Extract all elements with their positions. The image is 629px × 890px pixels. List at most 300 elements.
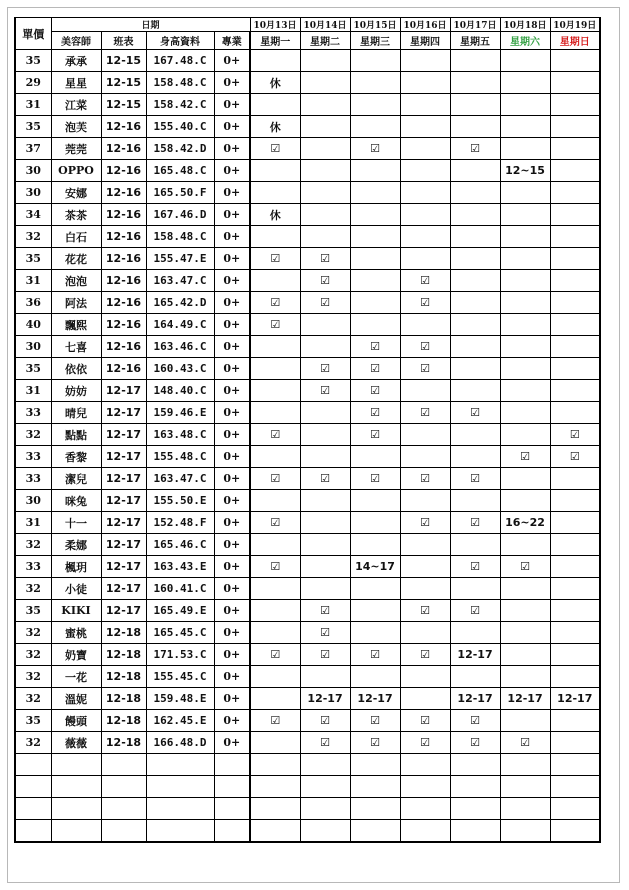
day-status-cell: ☑ <box>300 600 350 622</box>
day-status-cell <box>500 710 550 732</box>
day-date-header: 10月17日 <box>450 18 500 32</box>
table-row <box>15 534 600 556</box>
day-status-cell <box>500 182 550 204</box>
height-data-cell: 162.45.E <box>146 710 214 732</box>
expertise-cell: 0+ <box>214 710 250 732</box>
price-header: 單價 <box>15 18 51 50</box>
day-status-cell <box>550 50 600 72</box>
day-status-cell <box>450 160 500 182</box>
day-status-cell <box>250 160 300 182</box>
table-row <box>15 578 600 600</box>
day-status-cell: ☑ <box>250 314 300 336</box>
day-status-cell: ☑ <box>400 600 450 622</box>
day-status-cell <box>250 336 300 358</box>
price-cell: 30 <box>15 182 51 204</box>
day-status-cell <box>400 248 450 270</box>
day-status-cell <box>250 402 300 424</box>
day-status-cell <box>300 666 350 688</box>
shift-cell: 12-17 <box>101 600 146 622</box>
price-cell: 32 <box>15 688 51 710</box>
shift-cell: 12-15 <box>101 72 146 94</box>
day-status-cell <box>300 94 350 116</box>
empty-cell <box>214 820 250 843</box>
day-status-cell <box>300 182 350 204</box>
shift-cell: 12-16 <box>101 358 146 380</box>
height-data-cell: 165.42.D <box>146 292 214 314</box>
day-status-cell <box>550 358 600 380</box>
expertise-cell: 0+ <box>214 556 250 578</box>
day-date-header: 10月14日 <box>300 18 350 32</box>
day-status-cell: ☑ <box>300 468 350 490</box>
empty-cell <box>500 820 550 843</box>
day-status-cell <box>550 710 600 732</box>
stylist-name-cell: 承承 <box>51 50 101 72</box>
day-status-cell <box>350 50 400 72</box>
height-data-cell: 167.46.D <box>146 204 214 226</box>
day-status-cell <box>450 248 500 270</box>
empty-cell <box>214 776 250 798</box>
shift-cell: 12-16 <box>101 270 146 292</box>
day-status-cell: 12-17 <box>550 688 600 710</box>
stylist-name-cell: 泡芙 <box>51 116 101 138</box>
day-status-cell: ☑ <box>350 732 400 754</box>
stylist-name-cell: 香黎 <box>51 446 101 468</box>
shift-cell: 12-17 <box>101 578 146 600</box>
expertise-cell: 0+ <box>214 336 250 358</box>
day-status-cell <box>550 314 600 336</box>
shift-cell: 12-17 <box>101 468 146 490</box>
day-status-cell <box>450 116 500 138</box>
table-row <box>15 600 600 622</box>
table-row <box>15 424 600 446</box>
day-status-cell <box>350 512 400 534</box>
day-status-cell <box>400 138 450 160</box>
table-row <box>15 446 600 468</box>
table-row <box>15 292 600 314</box>
day-status-cell <box>550 622 600 644</box>
day-status-cell <box>300 424 350 446</box>
shift-cell: 12-17 <box>101 380 146 402</box>
empty-cell <box>15 798 51 820</box>
table-row <box>15 644 600 666</box>
stylist-name-cell: 柔娜 <box>51 534 101 556</box>
table-row <box>15 204 600 226</box>
price-cell: 30 <box>15 490 51 512</box>
expertise-cell: 0+ <box>214 138 250 160</box>
height-data-cell: 160.41.C <box>146 578 214 600</box>
day-status-cell <box>550 204 600 226</box>
empty-cell <box>400 776 450 798</box>
table-row <box>15 402 600 424</box>
stylist-name-cell: 薇薇 <box>51 732 101 754</box>
day-status-cell <box>350 292 400 314</box>
expertise-cell: 0+ <box>214 314 250 336</box>
shift-cell: 12-16 <box>101 336 146 358</box>
empty-cell <box>51 798 101 820</box>
day-status-cell <box>450 270 500 292</box>
weekday-header: 星期一 <box>250 32 300 50</box>
day-status-cell <box>550 336 600 358</box>
price-cell: 31 <box>15 94 51 116</box>
expertise-cell: 0+ <box>214 512 250 534</box>
day-status-cell: 休 <box>250 116 300 138</box>
price-cell: 35 <box>15 50 51 72</box>
day-status-cell <box>400 50 450 72</box>
empty-cell <box>51 754 101 776</box>
expertise-cell: 0+ <box>214 600 250 622</box>
stylist-name-cell: 妨妨 <box>51 380 101 402</box>
table-row <box>15 270 600 292</box>
height-data-cell: 165.49.E <box>146 600 214 622</box>
empty-cell <box>146 754 214 776</box>
price-cell: 31 <box>15 270 51 292</box>
day-status-cell <box>550 512 600 534</box>
height-data-cell: 167.48.C <box>146 50 214 72</box>
stylist-name-cell: 泡泡 <box>51 270 101 292</box>
stylist-name-cell: 晴兒 <box>51 402 101 424</box>
day-status-cell <box>300 402 350 424</box>
day-status-cell <box>300 50 350 72</box>
day-status-cell: 12-17 <box>300 688 350 710</box>
empty-cell <box>15 754 51 776</box>
empty-row <box>15 820 600 843</box>
empty-cell <box>146 798 214 820</box>
expertise-cell: 0+ <box>214 402 250 424</box>
price-cell: 29 <box>15 72 51 94</box>
day-status-cell <box>300 160 350 182</box>
empty-cell <box>300 820 350 843</box>
day-status-cell: ☑ <box>450 468 500 490</box>
table-row <box>15 336 600 358</box>
day-status-cell <box>400 94 450 116</box>
price-cell: 37 <box>15 138 51 160</box>
stylist-name-cell: 江菜 <box>51 94 101 116</box>
day-status-cell: 12-17 <box>450 688 500 710</box>
stylist-name-cell: OPPO <box>51 160 101 182</box>
day-status-cell <box>400 314 450 336</box>
day-status-cell: ☑ <box>450 512 500 534</box>
stylist-name-cell: 蜜桃 <box>51 622 101 644</box>
empty-cell <box>101 798 146 820</box>
day-status-cell: ☑ <box>350 468 400 490</box>
day-status-cell <box>350 160 400 182</box>
empty-cell <box>300 754 350 776</box>
table-row <box>15 116 600 138</box>
day-status-cell: ☑ <box>500 556 550 578</box>
empty-cell <box>300 798 350 820</box>
empty-cell <box>300 776 350 798</box>
day-status-cell <box>400 666 450 688</box>
shift-cell: 12-16 <box>101 160 146 182</box>
day-status-cell: ☑ <box>300 270 350 292</box>
shift-cell: 12-16 <box>101 182 146 204</box>
height-data-cell: 155.47.E <box>146 248 214 270</box>
day-status-cell <box>500 50 550 72</box>
day-status-cell <box>350 226 400 248</box>
expertise-cell: 0+ <box>214 490 250 512</box>
day-status-cell <box>300 336 350 358</box>
weekday-header: 星期四 <box>400 32 450 50</box>
day-status-cell <box>450 380 500 402</box>
day-status-cell: ☑ <box>450 138 500 160</box>
price-cell: 36 <box>15 292 51 314</box>
expertise-cell: 0+ <box>214 182 250 204</box>
day-status-cell: ☑ <box>350 380 400 402</box>
stylist-name-cell: 星星 <box>51 72 101 94</box>
expertise-cell: 0+ <box>214 534 250 556</box>
day-status-cell: ☑ <box>450 600 500 622</box>
height-data-cell: 155.48.C <box>146 446 214 468</box>
table-row <box>15 490 600 512</box>
shift-header: 班表 <box>101 32 146 50</box>
height-data-cell: 165.48.C <box>146 160 214 182</box>
stylist-name-cell: 莞莞 <box>51 138 101 160</box>
day-status-cell <box>400 182 450 204</box>
price-cell: 32 <box>15 534 51 556</box>
height-data-cell: 152.48.F <box>146 512 214 534</box>
empty-cell <box>250 776 300 798</box>
day-status-cell <box>250 446 300 468</box>
day-status-cell <box>450 50 500 72</box>
expertise-cell: 0+ <box>214 578 250 600</box>
day-status-cell <box>350 490 400 512</box>
day-status-cell <box>500 578 550 600</box>
price-cell: 31 <box>15 380 51 402</box>
day-status-cell <box>450 204 500 226</box>
day-status-cell: ☑ <box>300 358 350 380</box>
day-status-cell: ☑ <box>400 402 450 424</box>
table-row <box>15 226 600 248</box>
day-status-cell <box>300 578 350 600</box>
price-cell: 33 <box>15 556 51 578</box>
height-data-cell: 155.40.C <box>146 116 214 138</box>
height-data-cell: 171.53.C <box>146 644 214 666</box>
expertise-cell: 0+ <box>214 160 250 182</box>
day-status-cell <box>450 336 500 358</box>
height-data-cell: 159.48.E <box>146 688 214 710</box>
expertise-cell: 0+ <box>214 424 250 446</box>
day-status-cell: ☑ <box>550 446 600 468</box>
price-cell: 32 <box>15 578 51 600</box>
day-status-cell: ☑ <box>250 512 300 534</box>
expertise-cell: 0+ <box>214 446 250 468</box>
empty-cell <box>350 754 400 776</box>
day-status-cell <box>400 534 450 556</box>
table-row <box>15 160 600 182</box>
day-status-cell <box>450 358 500 380</box>
price-cell: 35 <box>15 358 51 380</box>
day-status-cell: ☑ <box>400 358 450 380</box>
day-date-header: 10月15日 <box>350 18 400 32</box>
empty-cell <box>450 776 500 798</box>
empty-cell <box>500 798 550 820</box>
shift-cell: 12-16 <box>101 116 146 138</box>
stylist-name-cell: 七喜 <box>51 336 101 358</box>
shift-cell: 12-17 <box>101 446 146 468</box>
stylist-name-cell: 楓玥 <box>51 556 101 578</box>
day-status-cell <box>450 72 500 94</box>
day-status-cell: ☑ <box>450 732 500 754</box>
day-status-cell <box>550 380 600 402</box>
day-status-cell <box>550 182 600 204</box>
day-status-cell <box>350 72 400 94</box>
empty-cell <box>250 798 300 820</box>
day-status-cell <box>250 490 300 512</box>
table-row <box>15 182 600 204</box>
expertise-cell: 0+ <box>214 292 250 314</box>
day-date-header: 10月16日 <box>400 18 450 32</box>
shift-cell: 12-16 <box>101 292 146 314</box>
empty-cell <box>15 776 51 798</box>
day-status-cell <box>400 226 450 248</box>
day-status-cell: ☑ <box>350 710 400 732</box>
empty-cell <box>15 820 51 843</box>
weekday-header-saturday: 星期六 <box>500 32 550 50</box>
day-status-cell <box>350 314 400 336</box>
day-status-cell: ☑ <box>350 138 400 160</box>
day-status-cell <box>400 446 450 468</box>
day-status-cell <box>550 666 600 688</box>
stylist-name-cell: 咪兔 <box>51 490 101 512</box>
table-row <box>15 248 600 270</box>
day-status-cell <box>350 578 400 600</box>
schedule-table <box>14 17 601 843</box>
day-status-cell: ☑ <box>300 248 350 270</box>
day-status-cell <box>300 490 350 512</box>
empty-cell <box>214 754 250 776</box>
day-status-cell: 12-17 <box>350 688 400 710</box>
day-status-cell <box>450 424 500 446</box>
day-status-cell <box>500 292 550 314</box>
stylist-header: 美容師 <box>51 32 101 50</box>
day-status-cell <box>500 600 550 622</box>
table-row <box>15 138 600 160</box>
height-data-cell: 163.43.E <box>146 556 214 578</box>
weekday-header: 星期五 <box>450 32 500 50</box>
day-status-cell <box>350 182 400 204</box>
day-status-cell <box>250 578 300 600</box>
day-status-cell <box>300 512 350 534</box>
day-status-cell <box>550 402 600 424</box>
empty-cell <box>450 798 500 820</box>
height-data-cell: 163.47.C <box>146 270 214 292</box>
table-row <box>15 50 600 72</box>
day-status-cell <box>300 226 350 248</box>
day-status-cell <box>250 182 300 204</box>
shift-cell: 12-15 <box>101 94 146 116</box>
day-status-cell <box>500 358 550 380</box>
day-status-cell <box>300 446 350 468</box>
table-row <box>15 666 600 688</box>
day-status-cell <box>500 424 550 446</box>
expertise-cell: 0+ <box>214 666 250 688</box>
day-status-cell <box>500 336 550 358</box>
day-status-cell <box>350 534 400 556</box>
day-status-cell <box>350 248 400 270</box>
height-data-cell: 155.45.C <box>146 666 214 688</box>
shift-cell: 12-17 <box>101 534 146 556</box>
day-status-cell: ☑ <box>250 468 300 490</box>
day-status-cell <box>450 578 500 600</box>
height-data-cell: 164.49.C <box>146 314 214 336</box>
shift-cell: 12-17 <box>101 424 146 446</box>
day-status-cell <box>300 72 350 94</box>
empty-row <box>15 776 600 798</box>
shift-cell: 12-17 <box>101 490 146 512</box>
day-status-cell <box>500 204 550 226</box>
price-cell: 32 <box>15 424 51 446</box>
day-status-cell <box>400 72 450 94</box>
day-status-cell: ☑ <box>300 710 350 732</box>
day-status-cell: ☑ <box>350 424 400 446</box>
height-header: 身高資料 <box>146 32 214 50</box>
expertise-cell: 0+ <box>214 468 250 490</box>
day-status-cell <box>250 732 300 754</box>
height-data-cell: 165.46.C <box>146 534 214 556</box>
day-status-cell <box>450 94 500 116</box>
day-status-cell <box>450 666 500 688</box>
day-status-cell <box>500 380 550 402</box>
day-status-cell <box>350 666 400 688</box>
day-status-cell <box>550 160 600 182</box>
day-status-cell <box>450 292 500 314</box>
price-cell: 32 <box>15 622 51 644</box>
empty-cell <box>350 798 400 820</box>
day-status-cell: ☑ <box>550 424 600 446</box>
day-status-cell: ☑ <box>250 248 300 270</box>
day-status-cell <box>350 600 400 622</box>
stylist-name-cell: 白石 <box>51 226 101 248</box>
expertise-cell: 0+ <box>214 358 250 380</box>
day-status-cell: ☑ <box>400 336 450 358</box>
expertise-cell: 0+ <box>214 644 250 666</box>
day-status-cell <box>500 270 550 292</box>
day-status-cell <box>300 204 350 226</box>
empty-cell <box>250 820 300 843</box>
shift-cell: 12-16 <box>101 248 146 270</box>
price-cell: 30 <box>15 336 51 358</box>
shift-cell: 12-18 <box>101 622 146 644</box>
price-cell: 32 <box>15 666 51 688</box>
shift-cell: 12-17 <box>101 512 146 534</box>
day-status-cell <box>250 226 300 248</box>
expertise-cell: 0+ <box>214 270 250 292</box>
schedule-body <box>15 50 600 843</box>
table-row <box>15 380 600 402</box>
price-cell: 33 <box>15 446 51 468</box>
expertise-cell: 0+ <box>214 248 250 270</box>
day-status-cell: ☑ <box>350 644 400 666</box>
day-status-cell: ☑ <box>400 512 450 534</box>
day-status-cell <box>350 204 400 226</box>
day-status-cell <box>450 446 500 468</box>
expertise-cell: 0+ <box>214 226 250 248</box>
day-status-cell <box>550 644 600 666</box>
weekday-header-sunday: 星期日 <box>550 32 600 50</box>
height-data-cell: 160.43.C <box>146 358 214 380</box>
day-status-cell <box>250 666 300 688</box>
price-cell: 35 <box>15 116 51 138</box>
day-status-cell <box>450 490 500 512</box>
empty-cell <box>101 776 146 798</box>
empty-cell <box>400 820 450 843</box>
day-status-cell <box>550 270 600 292</box>
stylist-name-cell: 小徒 <box>51 578 101 600</box>
day-status-cell <box>500 72 550 94</box>
empty-cell <box>250 754 300 776</box>
day-status-cell <box>250 358 300 380</box>
day-status-cell <box>550 94 600 116</box>
